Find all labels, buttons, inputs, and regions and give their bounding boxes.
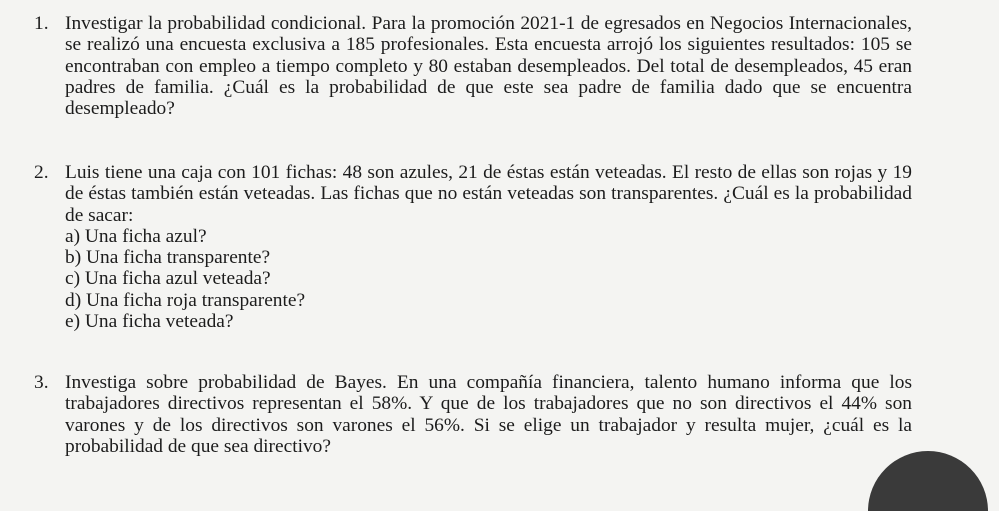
- sub-question-c: c) Una ficha azul veteada?: [65, 268, 271, 290]
- problem-statement: Luis tiene una caja con 101 fichas: 48 son azules, 21 de éstas están veteadas. El resto de ellas son rojas y 19 de éstas también están veteadas. Las fichas que no están veteadas son transparentes. ¿Cuál es la probabilidad de sacar:: [65, 162, 912, 226]
- problem-statement: Investiga sobre probabilidad de Bayes. En una compañía financiera, talento humano informa que los trabajadores directivos representan el 58%. Y que de los trabajadores que no son directivos el 44% son varones y de los directivos son varones el 56%. Si se elige un trabajador y resulta mujer, ¿cuál es la probabilidad de que sea directivo?: [65, 372, 912, 457]
- problem-number: 3.: [34, 372, 49, 393]
- problem-statement: Investigar la probabilidad condicional. Para la promoción 2021-1 de egresados en Negocios Internacionales, se realizó una encuesta exclusiva a 185 profesionales. Esta encuesta arrojó los siguientes resultados: 105 se encontraban con empleo a tiempo completo y 80 estaban desempleados. Del total de desempleados, 45 eran padres de familia. ¿Cuál es la probabilidad de que este sea padre de familia dado que se encuentra desempleado?: [65, 13, 912, 120]
- sub-question-e: e) Una ficha veteada?: [65, 311, 234, 333]
- sub-question-d: d) Una ficha roja transparente?: [65, 289, 306, 311]
- floating-overlay-button[interactable]: [868, 451, 988, 511]
- problem-text-block: [65, 372, 912, 457]
- problem-number: 1.: [34, 13, 49, 34]
- problem-text-block: [65, 13, 912, 119]
- sub-question-a: a) Una ficha azul?: [65, 225, 207, 247]
- sub-question-b: b) Una ficha transparente?: [65, 247, 271, 269]
- problem-text-block: [65, 162, 912, 332]
- problem-number: 2.: [34, 162, 49, 183]
